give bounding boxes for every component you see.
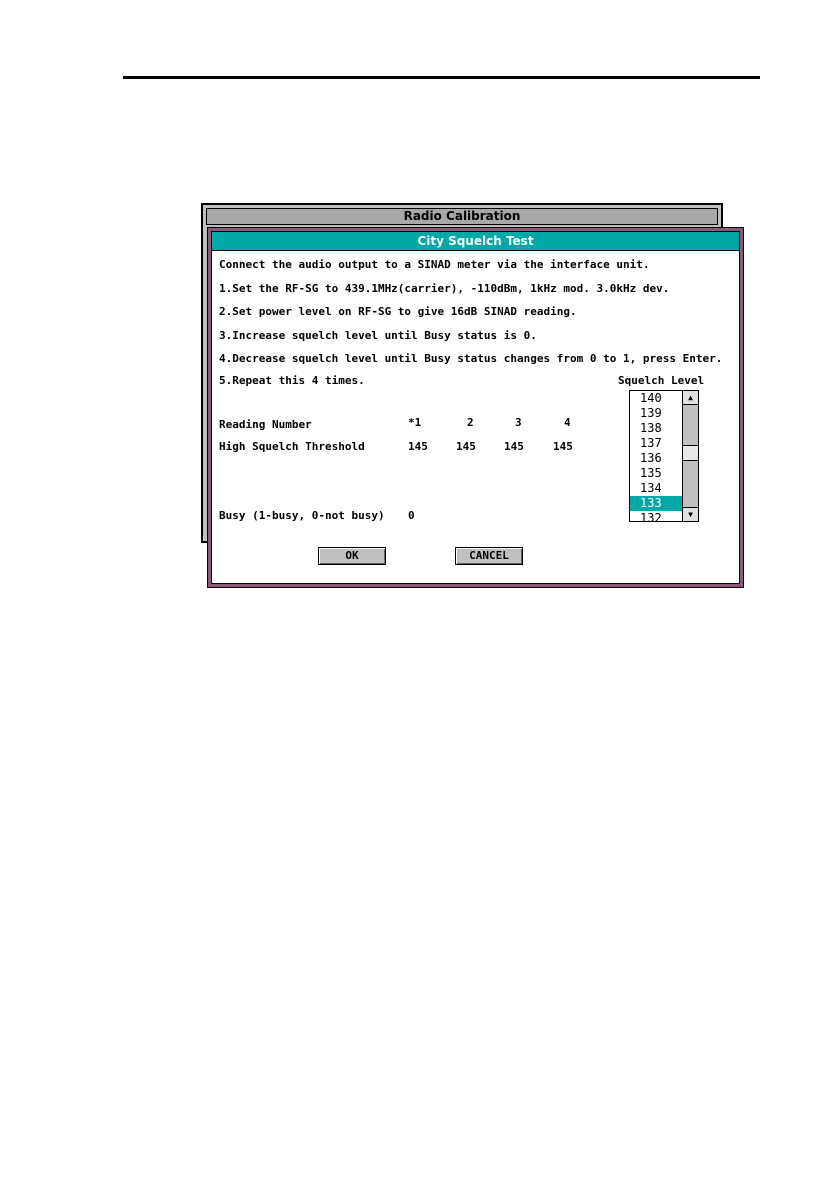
reading-number-1: *1 (408, 416, 422, 429)
squelch-level-item[interactable]: 140 (640, 391, 662, 405)
squelch-level-item[interactable]: 138 (640, 421, 662, 435)
dialog-titlebar[interactable]: City Squelch Test (212, 232, 739, 251)
threshold-label: High Squelch Threshold (219, 440, 365, 453)
instruction-step-1: 1.Set the RF-SG to 439.1MHz(carrier), -110dBm, 1kHz mod. 3.0kHz dev. (219, 282, 670, 295)
reading-number-4: 4 (564, 416, 571, 429)
busy-value: 0 (408, 509, 415, 522)
city-squelch-test-dialog (207, 227, 744, 588)
reading-number-3: 3 (515, 416, 522, 429)
threshold-value-3: 145 (504, 440, 524, 453)
instruction-step-2: 2.Set power level on RF-SG to give 16dB SINAD reading. (219, 305, 577, 318)
squelch-level-item[interactable]: 135 (640, 466, 662, 480)
squelch-level-items (630, 391, 682, 521)
page-rule (123, 76, 760, 79)
threshold-value-2: 145 (456, 440, 476, 453)
reading-number-2: 2 (467, 416, 474, 429)
radio-calibration-titlebar: Radio Calibration (206, 208, 718, 225)
busy-label: Busy (1-busy, 0-not busy) (219, 509, 385, 522)
ok-button[interactable]: OK (318, 547, 386, 565)
threshold-value-4: 145 (553, 440, 573, 453)
instruction-connect: Connect the audio output to a SINAD meter via the interface unit. (219, 258, 650, 271)
squelch-level-item[interactable]: 136 (640, 451, 662, 465)
squelch-level-item[interactable]: 132 (640, 511, 662, 521)
squelch-level-item[interactable]: 139 (640, 406, 662, 420)
scroll-thumb[interactable] (683, 445, 698, 461)
dialog-client-area (211, 231, 740, 584)
squelch-level-item-selected[interactable]: 133 (630, 496, 682, 511)
scroll-down-arrow-icon[interactable]: ▼ (683, 507, 698, 521)
scroll-up-arrow-icon[interactable]: ▲ (683, 391, 698, 405)
threshold-value-1: 145 (408, 440, 428, 453)
instruction-step-3: 3.Increase squelch level until Busy status is 0. (219, 329, 537, 342)
reading-number-label: Reading Number (219, 418, 312, 431)
squelch-level-scrollbar[interactable] (682, 391, 698, 521)
instruction-step-4: 4.Decrease squelch level until Busy status changes from 0 to 1, press Enter. (219, 352, 723, 365)
squelch-level-label: Squelch Level (618, 374, 705, 387)
cancel-button[interactable]: CANCEL (455, 547, 523, 565)
squelch-level-item[interactable]: 137 (640, 436, 662, 450)
instruction-step-5: 5.Repeat this 4 times. (219, 374, 365, 387)
squelch-level-listbox[interactable] (629, 390, 699, 522)
squelch-level-item[interactable]: 134 (640, 481, 662, 495)
